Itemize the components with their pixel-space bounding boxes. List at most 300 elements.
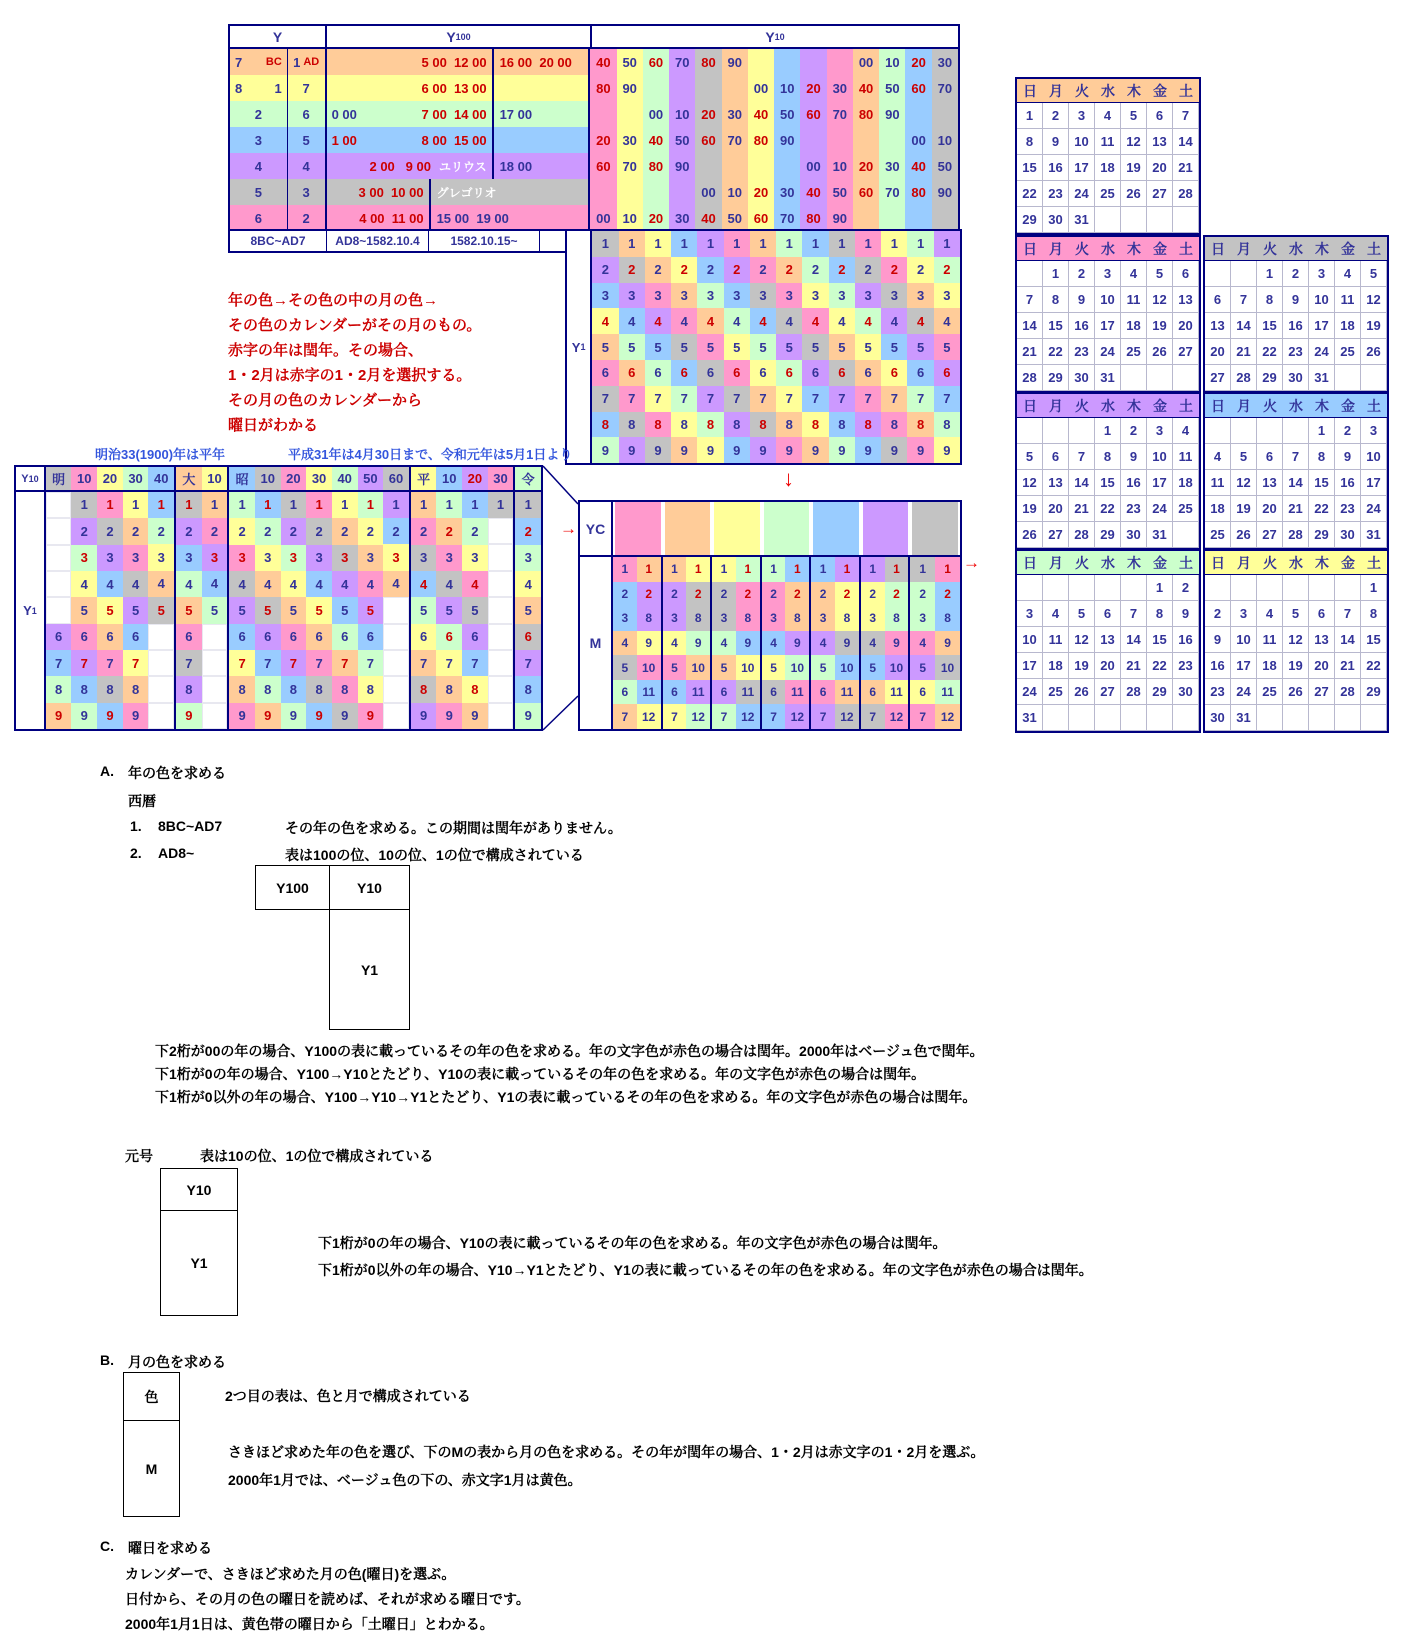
date-cell: 13 — [1257, 470, 1283, 496]
y10-cell: 00 — [748, 75, 774, 101]
date-cell: 5 — [1121, 103, 1147, 129]
calendar-week-row — [1017, 679, 1199, 705]
calendar-week-row — [1017, 522, 1199, 548]
y10-cell: 80 — [905, 179, 931, 205]
weekday-cell: 金 — [1341, 240, 1355, 257]
m-row — [762, 655, 810, 680]
calendar-week-row — [1017, 653, 1199, 679]
era-cell: 4 — [332, 571, 358, 597]
m-cell: 11 — [935, 680, 960, 705]
y10-cell: 90 — [669, 153, 695, 179]
date-cell: 10 — [1095, 287, 1121, 313]
era-cell: 2 — [176, 518, 202, 544]
calendar-week-row — [1017, 155, 1199, 181]
m-cell: 2 — [935, 582, 960, 607]
calendar-week-row — [1017, 705, 1199, 731]
date-cell: 6 — [1173, 261, 1199, 287]
era-cell: 5 — [255, 597, 281, 623]
era-cell: 8 — [411, 676, 437, 702]
m-row — [861, 631, 909, 656]
calendar-week-row — [1017, 181, 1199, 207]
y1-cell: 5 — [671, 334, 697, 360]
date-cell: 1 — [1043, 261, 1069, 287]
era-cell: 5 — [71, 597, 97, 623]
era-header-cell: 10 — [202, 467, 228, 492]
y1-cell: 1 — [724, 231, 750, 257]
y10-zone — [590, 75, 958, 101]
date-cell — [1069, 705, 1095, 731]
era-cell: 2 — [71, 518, 97, 544]
y1-cell: 2 — [776, 257, 802, 283]
date-cell: 12 — [1231, 470, 1257, 496]
m-row — [910, 606, 960, 631]
era-cell: 7 — [123, 650, 149, 676]
julian-label: ユリウス — [438, 159, 487, 174]
m-cell: 9 — [637, 631, 661, 656]
era-cell: 6 — [358, 624, 384, 650]
m-cell: 2 — [686, 582, 710, 607]
date-cell: 9 — [1335, 444, 1361, 470]
y100-run: 2 00 9 00 — [369, 158, 431, 174]
m-row — [910, 704, 960, 729]
date-cell: 15 — [1095, 470, 1121, 496]
m-cell: 1 — [663, 557, 687, 582]
date-cell: 6 — [1095, 601, 1121, 627]
m-cell: 12 — [686, 704, 710, 729]
gregorian-zone — [492, 49, 589, 75]
y1-cell: 3 — [881, 283, 907, 309]
date-cell: 4 — [1043, 601, 1069, 627]
y10-cell: 20 — [643, 205, 669, 231]
bc-cell — [230, 205, 288, 231]
y1-cell: 1 — [881, 231, 907, 257]
y10-cell — [643, 179, 669, 205]
y1-cell: 2 — [671, 257, 697, 283]
yc-color-block — [863, 502, 909, 555]
era-cell: 9 — [46, 703, 72, 729]
ad-run: 4 — [302, 158, 310, 174]
date-cell: 12 — [1283, 627, 1309, 653]
date-cell: 17 — [1309, 313, 1335, 339]
y1-cell: 9 — [934, 437, 960, 463]
era-cell: 6 — [97, 624, 123, 650]
era-header-cell: 30 — [123, 467, 149, 492]
era-cell: 5 — [306, 597, 332, 623]
date-cell: 20 — [1043, 496, 1069, 522]
era-cell: 5 — [436, 597, 462, 623]
date-cell: 23 — [1043, 181, 1069, 207]
date-cell — [1205, 418, 1231, 444]
calendar-week-row — [1205, 287, 1387, 313]
era-column — [281, 467, 307, 729]
rule-line: 下1桁が0の年の場合、Y100→Y10とたどり、Y10の表に載っているその年の色を求める。年の文字色が赤色の場合は閏年。 — [155, 1066, 926, 1082]
m-cell: 11 — [835, 680, 859, 705]
date-cell: 7 — [1069, 444, 1095, 470]
era-cell: 7 — [332, 650, 358, 676]
m-row — [861, 655, 909, 680]
m-cell: 7 — [762, 704, 786, 729]
y10-cell: 50 — [879, 75, 905, 101]
date-cell: 22 — [1309, 496, 1335, 522]
era-cell: 7 — [515, 650, 541, 676]
date-cell: 2 — [1069, 261, 1095, 287]
m-cell: 10 — [736, 655, 760, 680]
date-cell — [1173, 705, 1199, 731]
m-row — [712, 606, 760, 631]
m-cell: 1 — [885, 557, 909, 582]
m-row — [910, 680, 960, 705]
m-cell: 3 — [663, 606, 687, 631]
ad-cell — [288, 153, 327, 179]
era-cell: 9 — [281, 703, 307, 729]
m-cell: 2 — [811, 582, 835, 607]
y1-cell: 7 — [671, 386, 697, 412]
y1-row — [592, 360, 960, 386]
date-cell: 16 — [1205, 653, 1231, 679]
y1-cell: 5 — [881, 334, 907, 360]
y10-cell: 40 — [590, 49, 616, 75]
date-cell: 16 — [1173, 627, 1199, 653]
y100-run: 4 00 11 00 — [359, 210, 424, 226]
weekday-cell: 木 — [1127, 82, 1141, 99]
y10-cell — [695, 75, 721, 101]
m-cell: 7 — [663, 704, 687, 729]
y1-cell: 4 — [907, 308, 933, 334]
y100-run: 6 00 13 00 — [421, 80, 487, 96]
date-cell: 23 — [1283, 339, 1309, 365]
bc-cell — [230, 101, 288, 127]
y100-run: 1 00 — [331, 132, 357, 148]
y10-cell — [853, 127, 879, 153]
y1-cell: 3 — [750, 283, 776, 309]
y10-cell: 90 — [879, 101, 905, 127]
y1-cell: 9 — [592, 437, 618, 463]
era-cell: 8 — [332, 676, 358, 702]
era-cell: 9 — [229, 703, 255, 729]
y1-cell: 9 — [671, 437, 697, 463]
m-row — [811, 704, 859, 729]
date-cell: 13 — [1309, 627, 1335, 653]
y10-cell: 70 — [722, 127, 748, 153]
y10-cell — [905, 205, 931, 231]
calendar-week-row — [1017, 418, 1199, 444]
m-cell: 6 — [762, 680, 786, 705]
m-cell: 9 — [736, 631, 760, 656]
date-cell: 31 — [1231, 705, 1257, 731]
date-cell: 21 — [1121, 653, 1147, 679]
calendar-week-row — [1205, 418, 1387, 444]
m-cell: 10 — [885, 655, 909, 680]
date-cell — [1335, 575, 1361, 601]
m-row — [811, 557, 859, 582]
yc-block-slot — [762, 502, 812, 555]
m-cell: 1 — [935, 557, 960, 582]
date-cell: 7 — [1283, 444, 1309, 470]
m-cell: 1 — [785, 557, 809, 582]
era-column — [123, 467, 149, 729]
m-cell: 8 — [835, 606, 859, 631]
date-cell: 21 — [1017, 339, 1043, 365]
date-cell: 28 — [1069, 522, 1095, 548]
m-cell: 4 — [910, 631, 935, 656]
y1-cell: 5 — [934, 334, 960, 360]
calendar-week-row — [1017, 575, 1199, 601]
y1-cell: 3 — [934, 283, 960, 309]
date-cell: 11 — [1173, 444, 1199, 470]
y1-cell: 7 — [724, 386, 750, 412]
date-cell: 11 — [1257, 627, 1283, 653]
y1-cell: 7 — [802, 386, 828, 412]
y10-cell — [722, 153, 748, 179]
weekday-cell: 水 — [1101, 82, 1115, 99]
y10-cell: 60 — [643, 49, 669, 75]
date-cell: 20 — [1205, 339, 1231, 365]
era-cell: 1 — [332, 492, 358, 518]
era-cell: 9 — [332, 703, 358, 729]
y10-cell — [617, 179, 643, 205]
footer-cell: 8BC~AD7 — [230, 231, 327, 251]
era-cell — [488, 518, 514, 544]
weekday-cell: 木 — [1127, 397, 1141, 414]
calendar-P — [1015, 235, 1201, 393]
era-cell: 3 — [358, 545, 384, 571]
date-cell — [1231, 418, 1257, 444]
footer-cell: AD8~1582.10.4 — [327, 231, 429, 251]
y1-cell: 5 — [724, 334, 750, 360]
m-cell: 9 — [835, 631, 859, 656]
era-cell: 9 — [71, 703, 97, 729]
y1-cell: 8 — [881, 412, 907, 438]
m-group — [811, 557, 861, 729]
y1-row — [592, 386, 960, 412]
era-cell: 1 — [71, 492, 97, 518]
y1-row — [592, 257, 960, 283]
gregorian-zone — [429, 179, 589, 205]
date-cell: 28 — [1335, 679, 1361, 705]
era-cell: 7 — [436, 650, 462, 676]
era-cell — [488, 624, 514, 650]
y10-cell: 20 — [748, 179, 774, 205]
era-cell: 2 — [202, 518, 228, 544]
gregorian-zone — [492, 101, 589, 127]
era-cell: 2 — [97, 518, 123, 544]
y100-run: 17 00 — [499, 106, 533, 122]
red-note-line: その色のカレンダーがその月のもの。 — [228, 317, 482, 334]
y1-cell: 4 — [855, 308, 881, 334]
weekday-cell: 木 — [1315, 397, 1329, 414]
weekday-cell: 水 — [1101, 240, 1115, 257]
item-1-key: 8BC~AD7 — [158, 818, 223, 834]
date-cell: 13 — [1095, 627, 1121, 653]
calendar-week-row — [1017, 261, 1199, 287]
section-b-rules — [228, 1438, 985, 1494]
date-cell: 5 — [1017, 444, 1043, 470]
era-cell: 3 — [229, 545, 255, 571]
m-cell: 1 — [613, 557, 637, 582]
m-cell: 11 — [686, 680, 710, 705]
era-column — [462, 467, 488, 729]
date-cell: 11 — [1121, 287, 1147, 313]
era-header-cell: 10 — [71, 467, 97, 492]
era-range-footer — [228, 229, 567, 253]
section-c-title: 曜日を求める — [128, 1540, 212, 1556]
y10-cell: 30 — [669, 205, 695, 231]
m-row — [712, 655, 760, 680]
y1-cell: 4 — [829, 308, 855, 334]
y10-cell: 10 — [879, 49, 905, 75]
m-row — [613, 606, 661, 631]
section-b-label: B. — [100, 1352, 114, 1368]
rule-line: 下2桁が00の年の場合、Y100の表に載っているその年の色を求める。年の文字色が赤色の場合は閏年。2000年はベージュ色で閏年。 — [155, 1043, 984, 1059]
date-cell: 25 — [1121, 339, 1147, 365]
julian-zone — [327, 153, 492, 179]
y1-cell: 5 — [697, 334, 723, 360]
y1-cell: 1 — [619, 231, 645, 257]
ad-cell — [288, 127, 327, 153]
m-cell: 4 — [712, 631, 736, 656]
diagram-box-month — [123, 1372, 181, 1518]
bc-cell — [230, 49, 288, 75]
date-cell — [1173, 522, 1199, 548]
y1-cell: 1 — [776, 231, 802, 257]
era-cell: 2 — [229, 518, 255, 544]
y10-cell: 70 — [879, 179, 905, 205]
era-cell: 8 — [123, 676, 149, 702]
julian-zone — [327, 75, 492, 101]
calendar-week-row — [1017, 444, 1199, 470]
diagram-box-western — [255, 865, 411, 1031]
era-cell: 9 — [436, 703, 462, 729]
m-group — [613, 557, 663, 729]
date-cell: 10 — [1147, 444, 1173, 470]
m-cell: 7 — [613, 704, 637, 729]
date-cell: 28 — [1017, 365, 1043, 391]
era-cell — [46, 492, 72, 518]
date-cell: 10 — [1069, 129, 1095, 155]
weekday-cell: 水 — [1101, 554, 1115, 571]
weekday-cell: 金 — [1341, 397, 1355, 414]
weekday-cell: 金 — [1153, 240, 1167, 257]
ad-cell — [288, 75, 327, 101]
y100-run: 0 00 — [331, 106, 357, 122]
m-row — [663, 680, 711, 705]
era-cell — [148, 650, 174, 676]
projection-line-bottom — [543, 696, 578, 730]
weekday-cell: 金 — [1153, 82, 1167, 99]
era-cell: 9 — [255, 703, 281, 729]
date-cell — [1257, 705, 1283, 731]
top-table-row — [230, 75, 958, 101]
era-cell: 5 — [97, 597, 123, 623]
era-cell — [383, 650, 409, 676]
m-row — [613, 680, 661, 705]
era-group — [229, 467, 410, 729]
weekday-cell: 火 — [1075, 554, 1089, 571]
y1-cell: 1 — [645, 231, 671, 257]
y10-cell: 20 — [800, 75, 826, 101]
date-cell: 21 — [1283, 496, 1309, 522]
date-cell: 30 — [1043, 207, 1069, 233]
era-cell: 4 — [515, 571, 541, 597]
y10-cell — [827, 127, 853, 153]
y1-row — [592, 283, 960, 309]
y1-cell: 4 — [776, 308, 802, 334]
era-cell: 4 — [97, 571, 123, 597]
date-cell — [1147, 207, 1173, 233]
date-cell: 23 — [1121, 496, 1147, 522]
era-cell: 6 — [176, 624, 202, 650]
era-cell: 6 — [306, 624, 332, 650]
weekday-cell: 木 — [1127, 240, 1141, 257]
era-cell: 3 — [176, 545, 202, 571]
y1-cell: 9 — [724, 437, 750, 463]
y10-cell: 60 — [748, 205, 774, 231]
date-cell: 15 — [1043, 313, 1069, 339]
date-cell: 7 — [1017, 287, 1043, 313]
era-cell: 3 — [411, 545, 437, 571]
y1-cell: 1 — [829, 231, 855, 257]
date-cell: 4 — [1121, 261, 1147, 287]
date-cell: 5 — [1361, 261, 1387, 287]
y10-cell: 20 — [905, 49, 931, 75]
calendar-week-row — [1205, 522, 1387, 548]
date-cell: 2 — [1173, 575, 1199, 601]
date-cell: 4 — [1095, 103, 1121, 129]
gregorian-zone — [429, 205, 589, 231]
date-cell: 25 — [1257, 679, 1283, 705]
era-column — [332, 467, 358, 729]
date-cell: 25 — [1173, 496, 1199, 522]
weekday-cell: 日 — [1023, 240, 1037, 257]
era-cell: 3 — [306, 545, 332, 571]
era-column — [515, 467, 541, 729]
y10-cell: 80 — [853, 101, 879, 127]
date-cell — [1283, 705, 1309, 731]
calendar-week-row — [1205, 470, 1387, 496]
y1-row — [592, 231, 960, 257]
date-cell: 16 — [1069, 313, 1095, 339]
weekday-cell: 月 — [1049, 397, 1063, 414]
era-cell: 8 — [229, 676, 255, 702]
calendar-week-row — [1017, 339, 1199, 365]
era-cell: 1 — [306, 492, 332, 518]
date-cell — [1147, 705, 1173, 731]
y100-run: 18 00 — [499, 158, 533, 174]
era-cell — [488, 597, 514, 623]
date-cell: 14 — [1069, 470, 1095, 496]
section-c-rules — [125, 1562, 530, 1637]
y10-cell: 40 — [643, 127, 669, 153]
calendar-week-row — [1017, 103, 1199, 129]
date-cell — [1121, 365, 1147, 391]
m-cell: 7 — [910, 704, 935, 729]
m-row — [762, 680, 810, 705]
era-cell — [148, 703, 174, 729]
era-header-cell: 40 — [332, 467, 358, 492]
date-cell: 29 — [1257, 365, 1283, 391]
date-cell — [1205, 575, 1231, 601]
y10-cell: 20 — [590, 127, 616, 153]
y1-cell: 6 — [592, 360, 618, 386]
calendar-weekday-header — [1205, 237, 1387, 261]
rule-line: 下1桁が0の年の場合、Y10の表に載っているその年の色を求める。年の文字色が赤色の場合は閏年。 — [318, 1235, 947, 1251]
y1-cell: 3 — [592, 283, 618, 309]
date-cell: 26 — [1069, 679, 1095, 705]
date-cell: 14 — [1335, 627, 1361, 653]
yc-color-block — [615, 502, 661, 555]
date-cell: 25 — [1095, 181, 1121, 207]
y10-cell — [695, 153, 721, 179]
